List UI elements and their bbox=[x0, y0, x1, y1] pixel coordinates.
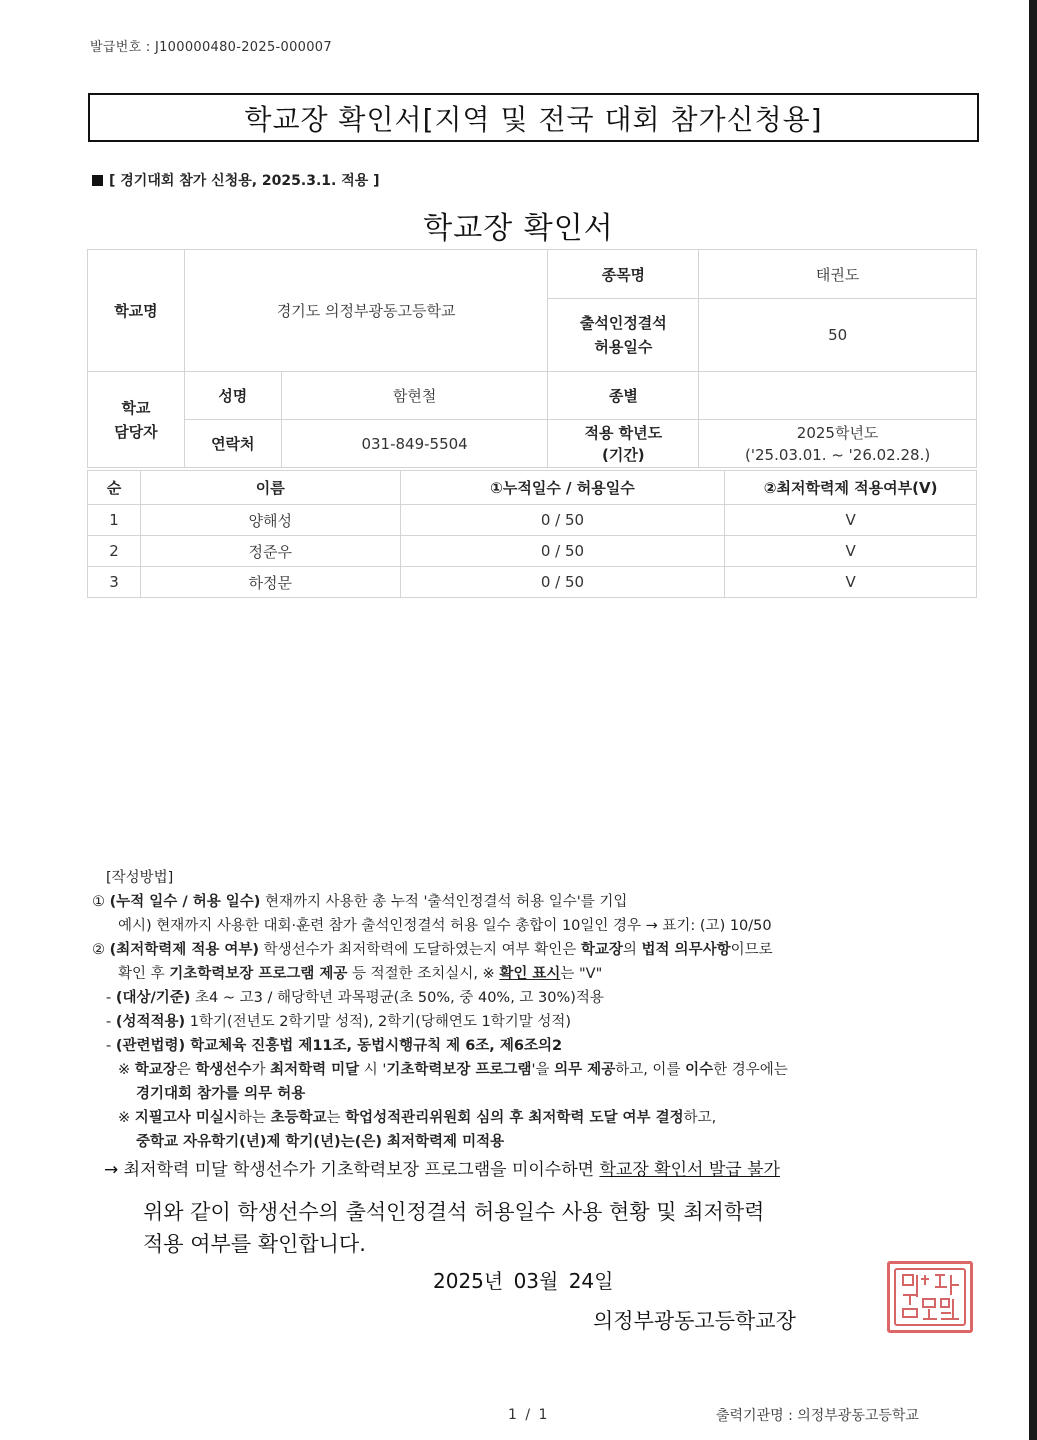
text: - bbox=[106, 1038, 116, 1054]
row-name: 양해성 bbox=[140, 505, 400, 536]
instruction-line bbox=[92, 938, 788, 962]
text: 기초학력보장 프로그램 bbox=[386, 1062, 532, 1078]
text: ※ bbox=[118, 1062, 135, 1078]
year-value-line-1: 2025학년도 bbox=[796, 423, 879, 442]
text: 현재까지 사용한 총 누적 '출석인정결석 허용 일수'를 기입 bbox=[260, 894, 628, 910]
text: ※ bbox=[118, 1110, 135, 1126]
text: 확인 표시 bbox=[499, 966, 561, 982]
text: 확인 후 bbox=[118, 966, 170, 982]
document-title-box bbox=[88, 93, 979, 142]
year-label-line-1: 적용 학년도 bbox=[584, 423, 663, 442]
absence-label-line-1: 출석인정결석 bbox=[579, 314, 667, 332]
text: 하고, bbox=[683, 1110, 717, 1126]
year-label bbox=[548, 420, 699, 468]
text: 학교장 확인서 발급 불가 bbox=[599, 1160, 780, 1180]
document-title: 학교장 확인서[지역 및 전국 대회 참가신청용] bbox=[244, 102, 823, 136]
instruction-line: 예시) 현재까지 사용한 대회·훈련 참가 출석인정결석 허용 일수 총합이 10일인 경우 → 표기: (고) 10/50 bbox=[118, 918, 772, 934]
row-days: 0 / 50 bbox=[400, 567, 725, 598]
instruction-line: 경기대회 참가를 의무 허용 bbox=[136, 1086, 306, 1102]
text: 학업성적관리위원회 심의 후 최저학력 도달 여부 결정 bbox=[345, 1110, 684, 1126]
row-name: 하정문 bbox=[140, 567, 400, 598]
row-no: 1 bbox=[88, 505, 141, 536]
text: '을 bbox=[531, 1062, 555, 1078]
text: 하는 bbox=[237, 1110, 271, 1126]
info-table bbox=[87, 249, 977, 468]
row-no: 2 bbox=[88, 536, 141, 567]
instruction-line bbox=[92, 890, 788, 914]
text: 의무 제공 bbox=[554, 1062, 616, 1078]
text: 지필고사 미실시 bbox=[134, 1110, 238, 1126]
text: 시 ' bbox=[359, 1062, 387, 1078]
text: 의 bbox=[622, 942, 642, 958]
year-value-line-2: ('25.03.01. ~ '26.02.28.) bbox=[745, 445, 931, 464]
instruction-line: 중학교 자유학기(년)제 학기(년)는(은) 최저학력제 미적용 bbox=[136, 1134, 505, 1150]
school-value: 경기도 의정부광동고등학교 bbox=[184, 250, 548, 372]
text: 는 "V" bbox=[560, 966, 603, 982]
year-value bbox=[699, 420, 977, 468]
text: 학교장 bbox=[134, 1062, 177, 1078]
text: 학생선수가 최저학력에 도달하였는지 여부 확인은 bbox=[259, 942, 581, 958]
text: 초등학교 bbox=[270, 1110, 327, 1126]
absence-label-line-2: 허용일수 bbox=[594, 338, 653, 356]
contact-value: 031-849-5504 bbox=[281, 420, 548, 468]
manager-label-line-1: 학교 bbox=[121, 398, 151, 417]
warning-line bbox=[104, 1155, 780, 1180]
name-value: 함현철 bbox=[281, 372, 548, 420]
text: 는 bbox=[326, 1110, 346, 1126]
absence-label bbox=[548, 299, 699, 372]
text: 등 적절한 조치실시, ※ bbox=[347, 966, 500, 982]
page-number: 1 / 1 bbox=[508, 1407, 548, 1423]
instruction-line bbox=[92, 1106, 788, 1130]
col-header-name: 이름 bbox=[140, 471, 400, 505]
instructions bbox=[92, 866, 788, 1154]
text: 가 bbox=[251, 1062, 271, 1078]
col-header-no: 순 bbox=[88, 471, 141, 505]
issue-number: 발급번호 : J100000480-2025-000007 bbox=[90, 40, 332, 55]
sport-label: 종목명 bbox=[548, 250, 699, 299]
type-label: 종별 bbox=[548, 372, 699, 420]
text: 최저학력 미달 bbox=[270, 1062, 360, 1078]
text: ② bbox=[92, 942, 110, 958]
instruction-line bbox=[92, 986, 788, 1010]
absence-value: 50 bbox=[699, 299, 977, 372]
col-header-applied: ②최저학력제 적용여부(V) bbox=[725, 471, 977, 505]
manager-label-line-2: 담당자 bbox=[114, 422, 158, 441]
text: ① bbox=[92, 894, 110, 910]
row-days: 0 / 50 bbox=[400, 536, 725, 567]
text: 기초학력보장 프로그램 제공 bbox=[169, 966, 348, 982]
instruction-line bbox=[92, 1010, 788, 1034]
students-table bbox=[87, 470, 977, 598]
row-days: 0 / 50 bbox=[400, 505, 725, 536]
name-label: 성명 bbox=[184, 372, 281, 420]
issue-date: 2025년 03월 24일 bbox=[433, 1269, 614, 1293]
seal-icon bbox=[891, 1265, 969, 1329]
text: 학생선수 bbox=[195, 1062, 252, 1078]
text: 한 경우에는 bbox=[713, 1062, 788, 1078]
type-value bbox=[699, 372, 977, 420]
text: 법적 의무사항 bbox=[641, 942, 731, 958]
text: (누적 일수 / 허용 일수) bbox=[109, 894, 261, 910]
text: 을 미이수하면 bbox=[490, 1160, 600, 1180]
text: (관련법령) 학교체육 진흥법 제11조, 동법시행규칙 제 6조, 제6조의2 bbox=[115, 1038, 563, 1054]
row-name: 정준우 bbox=[140, 536, 400, 567]
confirmation-line-1: 위와 같이 학생선수의 출석인정결석 허용일수 사용 현황 및 최저학력 bbox=[143, 1200, 765, 1224]
text: - bbox=[106, 990, 116, 1006]
text: 이므로 bbox=[730, 942, 773, 958]
text: 가 bbox=[298, 1160, 321, 1180]
official-seal-stamp bbox=[887, 1261, 973, 1333]
square-bullet-icon bbox=[92, 175, 103, 186]
contact-label: 연락처 bbox=[184, 420, 281, 468]
text: (최저학력제 적용 여부) bbox=[109, 942, 260, 958]
doc-heading: 학교장 확인서 bbox=[423, 211, 614, 246]
text: 초4 ~ 고3 / 해당학년 과목평균(초 50%, 중 40%, 고 30%)적용 bbox=[190, 990, 604, 1006]
confirmation-line-2: 적용 여부를 확인합니다. bbox=[143, 1232, 366, 1256]
text: - bbox=[106, 1014, 116, 1030]
printing-institution: 출력기관명 : 의정부광동고등학교 bbox=[716, 1408, 919, 1424]
table-row bbox=[88, 567, 977, 598]
instruction-line bbox=[92, 1034, 788, 1058]
manager-label bbox=[88, 372, 185, 468]
instruction-line bbox=[92, 1058, 788, 1082]
text: 학교장 bbox=[580, 942, 623, 958]
text: 은 bbox=[176, 1062, 196, 1078]
apply-note-text: [ 경기대회 참가 신청용, 2025.3.1. 적용 ] bbox=[109, 173, 380, 189]
year-label-line-2: (기간) bbox=[601, 445, 645, 464]
text: 하고, 이를 bbox=[615, 1062, 686, 1078]
row-applied: V bbox=[725, 567, 977, 598]
instructions-heading: [작성방법] bbox=[106, 870, 174, 886]
confirmation-statement bbox=[143, 1196, 764, 1260]
row-no: 3 bbox=[88, 567, 141, 598]
principal-name: 의정부광동고등학교장 bbox=[593, 1309, 796, 1333]
row-applied: V bbox=[725, 536, 977, 567]
table-row bbox=[88, 505, 977, 536]
apply-note bbox=[92, 170, 380, 190]
text: 1학기(전년도 2학기말 성적), 2학기(당해연도 1학기말 성적) bbox=[185, 1014, 572, 1030]
text: 이수 bbox=[685, 1062, 714, 1078]
text: (대상/기준) bbox=[115, 990, 191, 1006]
col-header-days: ①누적일수 / 허용일수 bbox=[400, 471, 725, 505]
table-row bbox=[88, 536, 977, 567]
sport-value: 태권도 bbox=[699, 250, 977, 299]
instruction-line bbox=[92, 962, 788, 986]
text: (성적적용) bbox=[115, 1014, 186, 1030]
text: → 최저학력 미달 학생선수 bbox=[104, 1160, 299, 1180]
school-label: 학교명 bbox=[88, 250, 185, 372]
text: 기초학력보장 프로그램 bbox=[320, 1160, 491, 1180]
row-applied: V bbox=[725, 505, 977, 536]
